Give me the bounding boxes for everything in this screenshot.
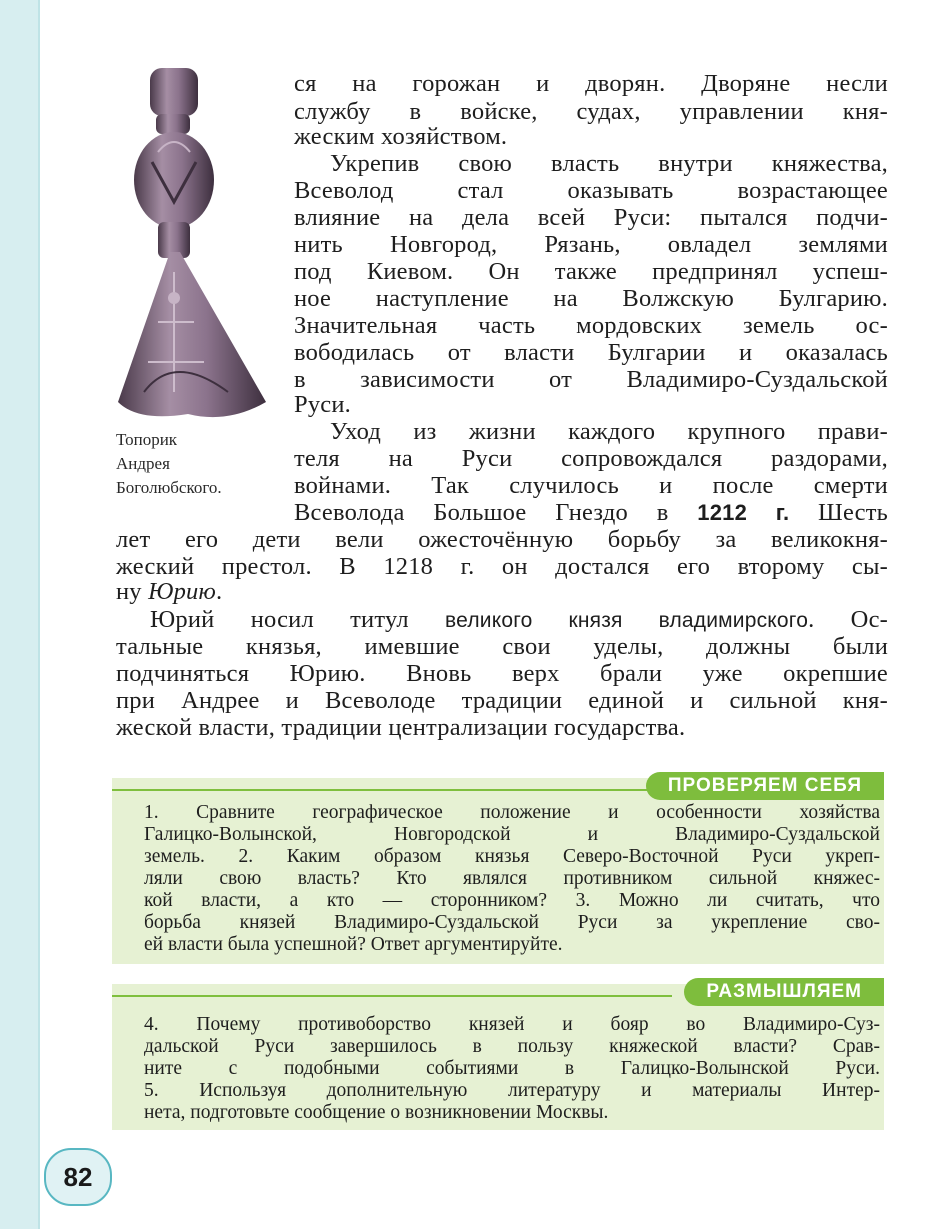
question-line: ей власти была успешной? Ответ аргументируйте.: [144, 934, 563, 955]
text-span: Всеволода Большое Гнездо в: [294, 499, 698, 526]
page-margin-band: [0, 0, 38, 1229]
text-line: вободилась от власти Булгарии и оказалась: [294, 339, 888, 366]
page-number: 82: [44, 1148, 112, 1206]
caption-line: Боголюбского.: [116, 478, 222, 497]
text-line: в зависимости от Владимиро-Суздальской: [294, 366, 888, 393]
box-rule: [112, 995, 672, 997]
text-line: при Андрее и Всеволоде традиции единой и сильной кня-: [116, 687, 888, 714]
text-line: Значительная часть мордовских земель ос-: [294, 312, 888, 339]
text-line: ся на горожан и дворян. Дворяне несли: [294, 70, 888, 97]
question-line: нета, подготовьте сообщение о возникновении Москвы.: [144, 1102, 609, 1123]
term-highlight: великого князя владимирского: [445, 609, 809, 632]
check-yourself-title: ПРОВЕРЯЕМ СЕБЯ: [646, 772, 884, 800]
page-margin-line: [38, 0, 40, 1229]
year-highlight: 1212 г.: [697, 500, 790, 525]
name-highlight: Юрию: [148, 578, 216, 605]
question-line: ляли свою власть? Кто являлся противником сильной княжес-: [144, 868, 880, 889]
question-line: 5. Используя дополнительную литературу и материалы Интер-: [144, 1080, 880, 1101]
text-line: жеский престол. В 1218 г. он достался его второму сы-: [116, 553, 888, 580]
text-span: Юрий носил титул: [150, 606, 446, 633]
text-line: ное наступление на Волжскую Булгарию.: [294, 285, 888, 312]
text-span: ну: [116, 578, 149, 605]
text-line: войнами. Так случилось и после смерти: [294, 472, 888, 499]
box-rule: [112, 789, 672, 791]
question-line: кой власти, а кто — сторонником? 3. Можно ли считать, что: [144, 890, 880, 911]
question-line: дальской Руси завершилось в пользу княжеской власти? Срав-: [144, 1036, 880, 1057]
axe-artifact-image: [108, 62, 274, 428]
text-line: Всеволод стал оказывать возрастающее: [294, 177, 888, 204]
text-span: .: [215, 578, 223, 605]
text-line: Уход из жизни каждого крупного прави-: [330, 418, 888, 445]
text-line: влияние на дела всей Руси: пытался подчи-: [294, 204, 888, 231]
think-title: РАЗМЫШЛЯЕМ: [684, 978, 884, 1006]
text-line: под Киевом. Он также предпринял успеш-: [294, 258, 888, 285]
text-line: теля на Руси сопровождался раздорами,: [294, 445, 888, 472]
text-line: жеским хозяйством.: [294, 123, 508, 150]
text-line: Укрепив свою власть внутри княжества,: [330, 150, 888, 177]
text-line: подчиняться Юрию. Вновь верх брали уже окрепшие: [116, 660, 888, 687]
caption-line: Андрея: [116, 454, 170, 473]
text-line: [116, 578, 888, 606]
question-line: 1. Сравните географическое положение и особенности хозяйства: [144, 802, 880, 823]
text-span: Шесть: [789, 499, 889, 526]
text-span: . Ос-: [808, 606, 888, 633]
question-line: Галицко-Волынской, Новгородской и Владимиро-Суздальской: [144, 824, 880, 845]
caption-line: Топорик: [116, 430, 178, 449]
text-line: [150, 606, 888, 635]
text-line: Руси.: [294, 391, 351, 418]
text-line: жеской власти, традиции централизации государства.: [116, 714, 686, 741]
question-line: 4. Почему противоборство князей и бояр во Владимиро-Суз-: [144, 1014, 880, 1035]
question-line: ните с подобными событиями в Галицко-Волынской Руси.: [144, 1058, 880, 1079]
text-line: [294, 499, 888, 527]
text-line: тальные князья, имевшие свои уделы, должны были: [116, 633, 888, 660]
question-line: борьба князей Владимиро-Суздальской Руси за укрепление сво-: [144, 912, 880, 933]
text-line: службу в войске, судах, управлении кня-: [294, 98, 888, 125]
text-line: лет его дети вели ожесточённую борьбу за великокня-: [116, 526, 888, 553]
text-line: нить Новгород, Рязань, овладел землями: [294, 231, 888, 258]
figure-caption: [116, 428, 286, 500]
question-line: земель. 2. Каким образом князья Северо-Восточной Руси укреп-: [144, 846, 880, 867]
